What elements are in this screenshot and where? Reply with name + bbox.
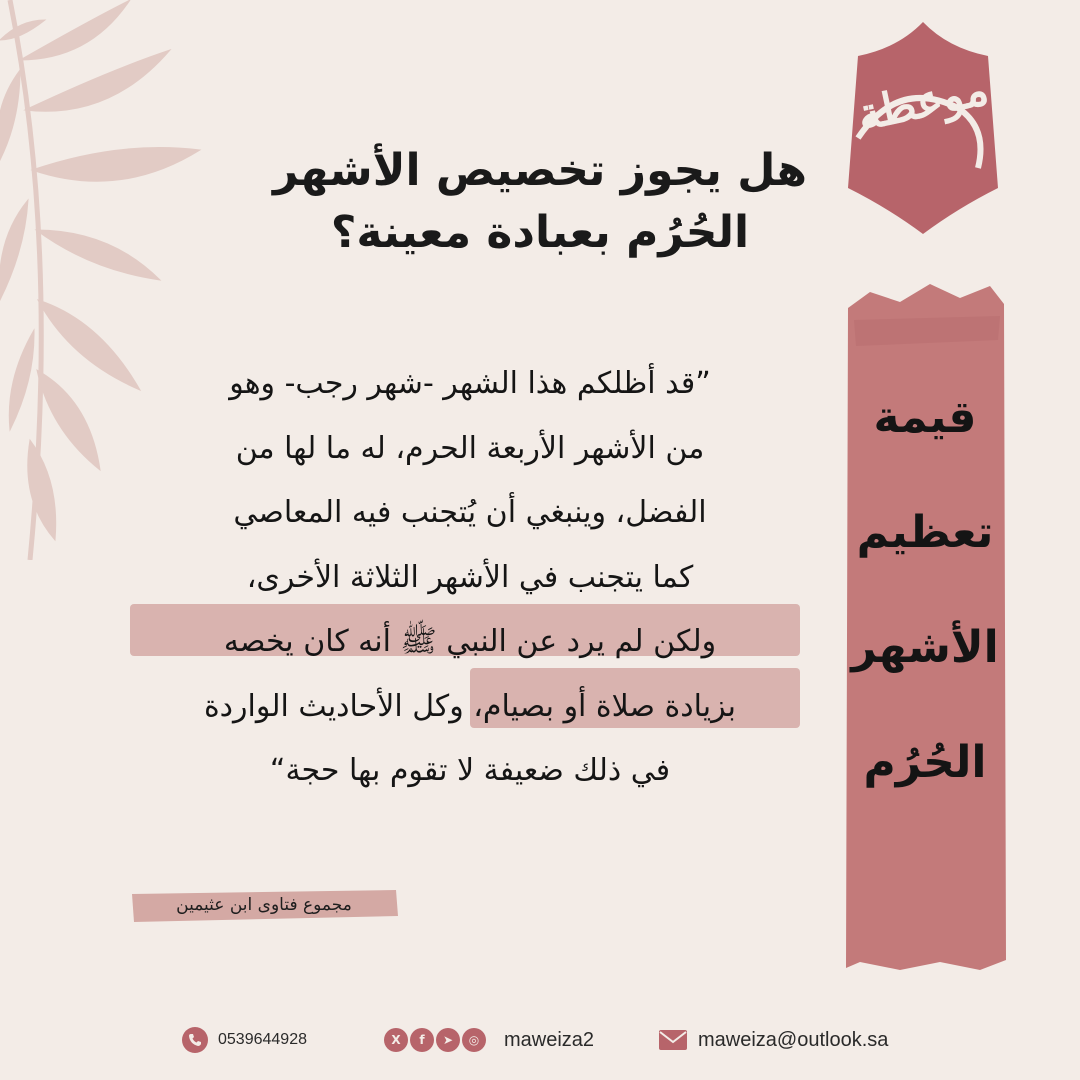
source-citation: مجموع فتاوى ابن عثيمين xyxy=(176,895,352,915)
x-icon[interactable]: X xyxy=(384,1028,408,1052)
quote-line: الفضل، وينبغي أن يُتجنب فيه المعاصي xyxy=(233,495,707,530)
side-title-line-1: قيمة xyxy=(873,392,977,443)
logo-text: موعظة xyxy=(852,63,993,142)
footer-social xyxy=(384,1018,594,1062)
brand-logo xyxy=(838,18,1008,238)
email-address: maweiza@outlook.sa xyxy=(698,1028,889,1051)
fatwa-quote xyxy=(120,352,820,804)
phone-icon xyxy=(182,1027,208,1053)
social-handle[interactable]: maweiza2 xyxy=(504,1028,595,1051)
facebook-icon[interactable]: f xyxy=(410,1028,434,1052)
page-title xyxy=(260,140,820,264)
telegram-icon[interactable]: ➤ xyxy=(436,1028,460,1052)
title-line-2: الحُرُم بعبادة معينة؟ xyxy=(330,207,750,258)
side-title-line-2: تعظيم xyxy=(856,507,994,558)
instagram-icon[interactable]: ◎ xyxy=(462,1028,486,1052)
mail-icon xyxy=(658,1029,688,1051)
quote-line: بزيادة صلاة أو بصيام، وكل الأحاديث الواردة xyxy=(203,688,737,724)
footer-phone[interactable] xyxy=(182,1018,307,1062)
quote-line: كما يتجنب في الأشهر الثلاثة الأخرى، xyxy=(246,559,694,595)
side-title-line-3: الأشهر xyxy=(851,622,999,673)
footer-email[interactable] xyxy=(658,1018,888,1062)
footer-contact-bar xyxy=(0,1018,1080,1062)
quote-line: من الأشهر الأربعة الحرم، له ما لها من xyxy=(235,430,705,466)
phone-number: 0539644928 xyxy=(218,1031,307,1048)
quote-line: ولكن لم يرد عن النبي ﷺ أنه كان يخصه xyxy=(223,624,717,659)
title-line-1: هل يجوز تخصيص الأشهر xyxy=(273,145,807,196)
side-title-line-4: الحُرُم xyxy=(863,737,987,788)
side-title xyxy=(840,360,1010,820)
social-icons xyxy=(384,1028,486,1052)
quote-line: في ذلك ضعيفة لا تقوم بها حجة“ xyxy=(269,753,671,788)
quote-line: ”قد أظلكم هذا الشهر -شهر رجب- وهو xyxy=(229,366,711,401)
